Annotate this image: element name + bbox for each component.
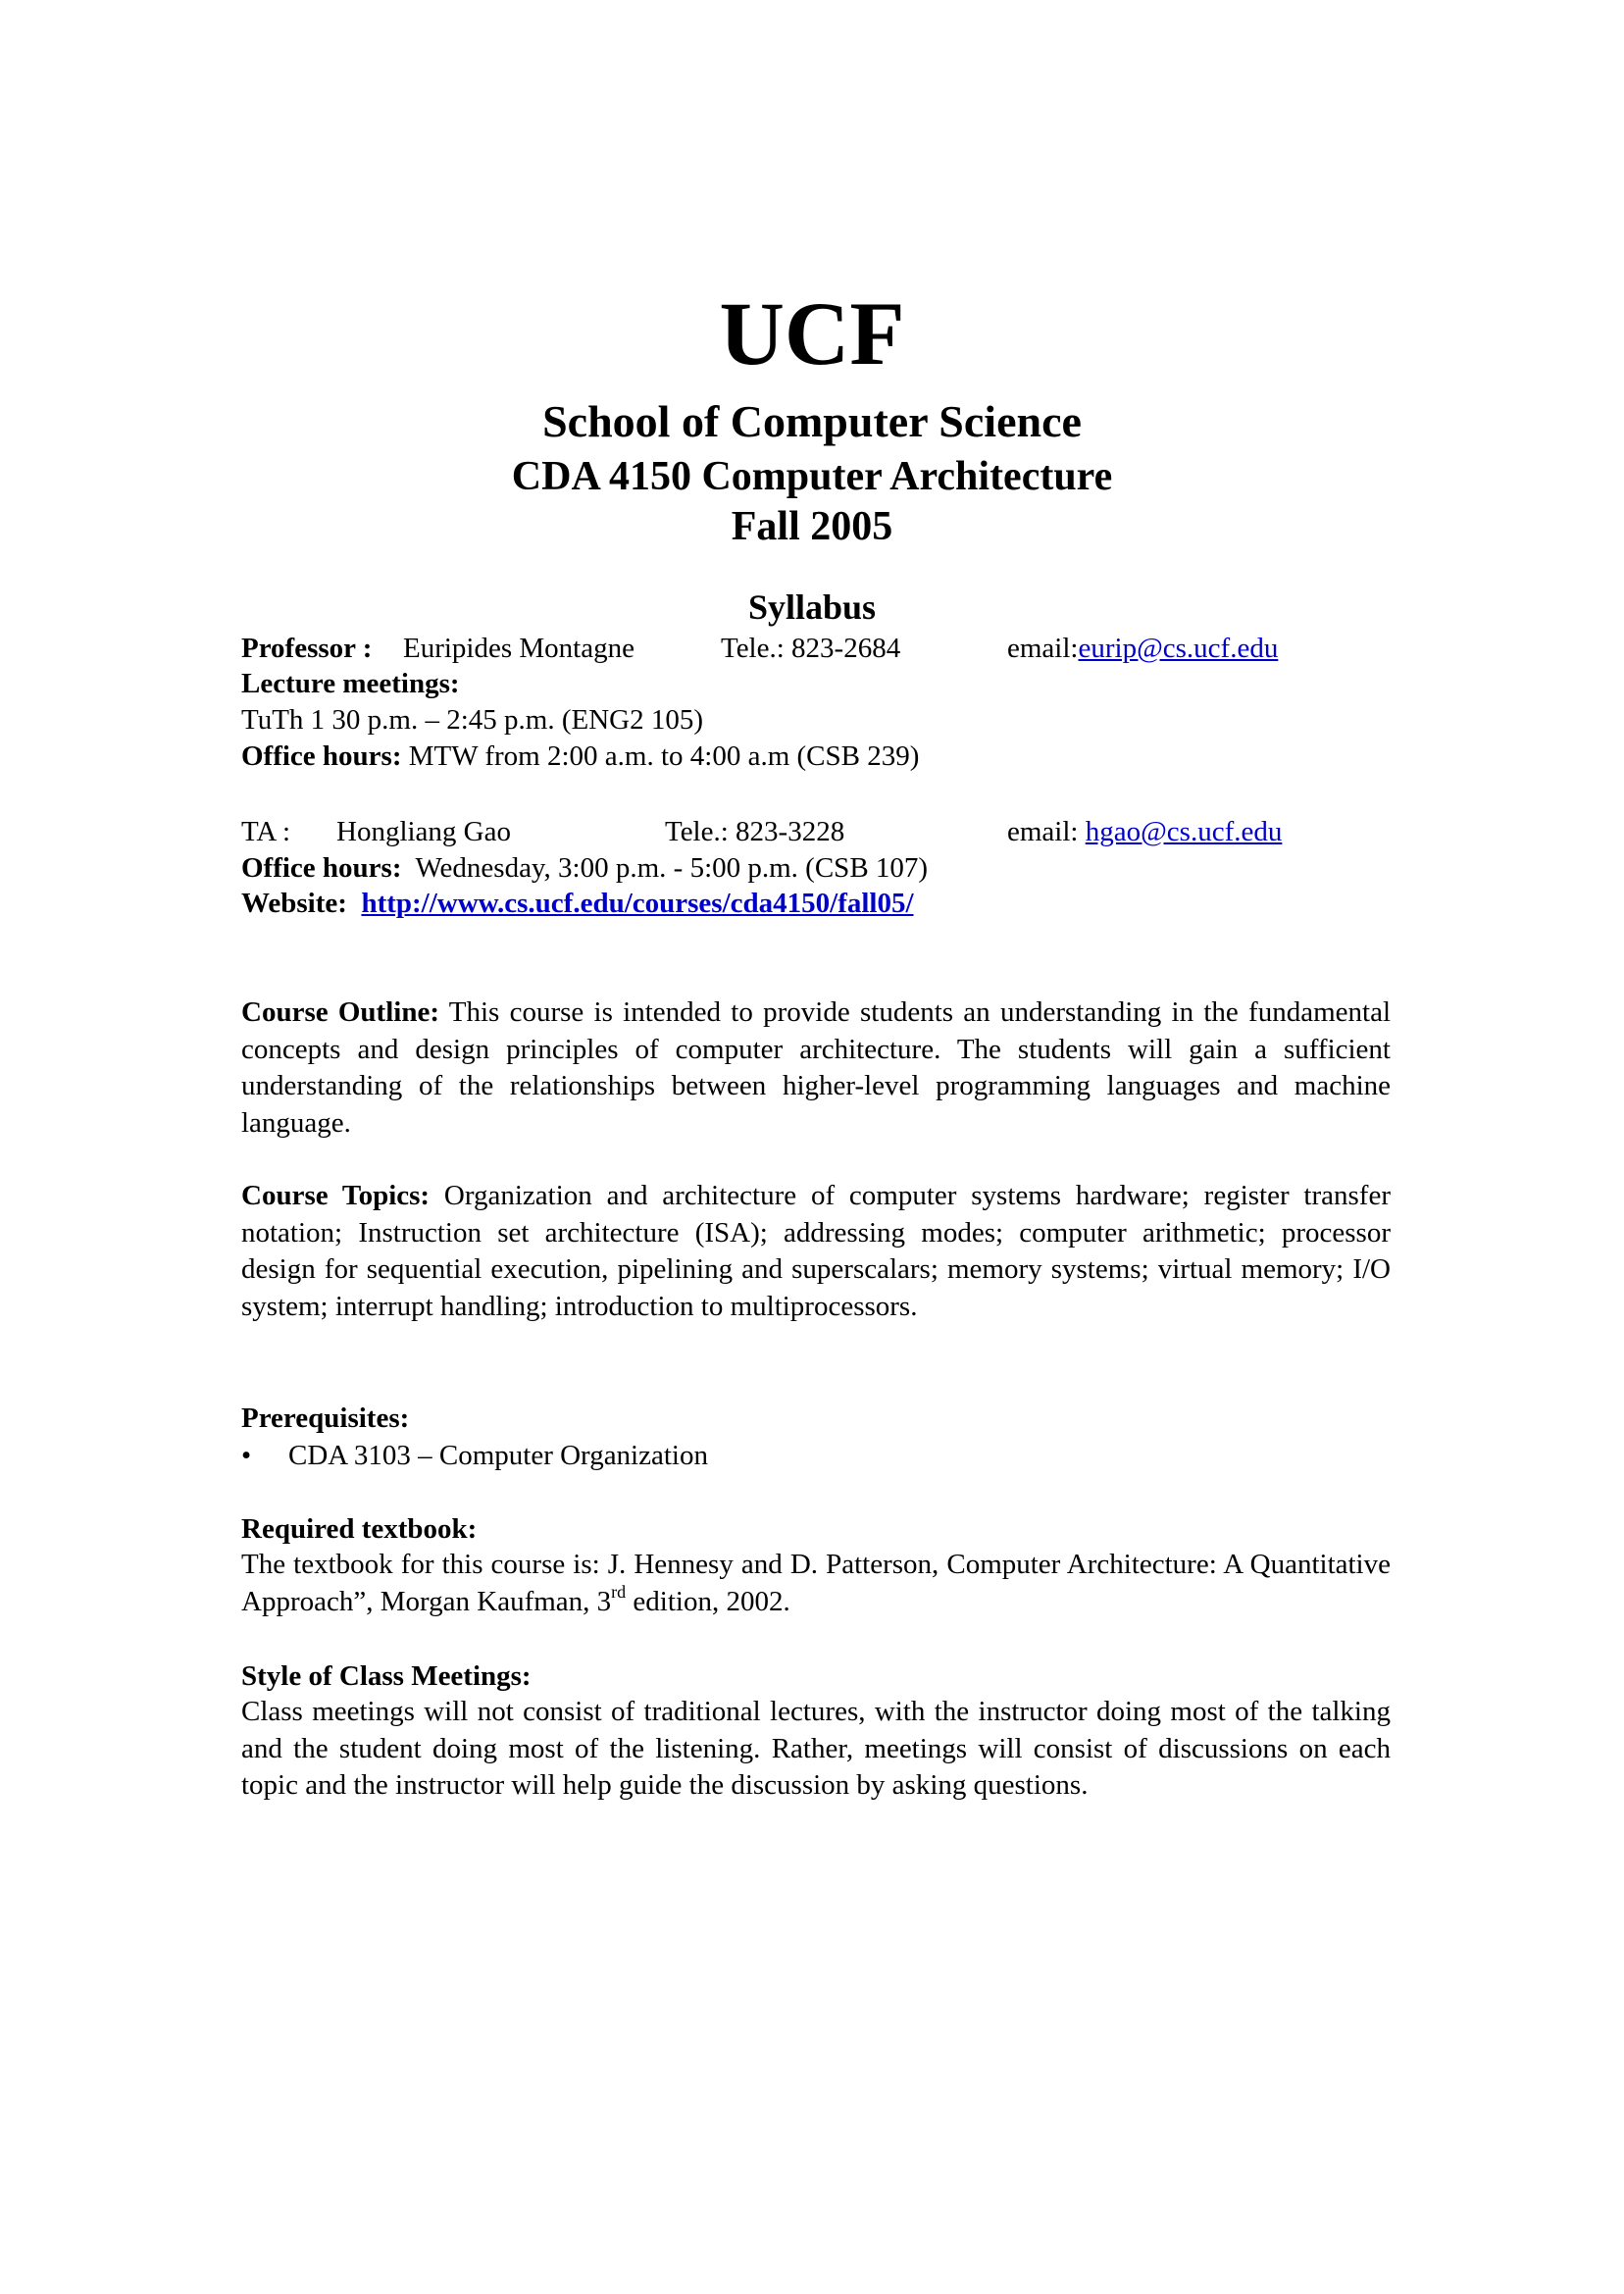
term-heading: Fall 2005 [731,504,893,549]
ta-name: Hongliang Gao [336,816,511,847]
style-label: Style of Class Meetings: [241,1660,532,1692]
website-row [241,885,914,922]
textbook-text-end: edition, 2002. [626,1585,790,1617]
prereq-item-text: CDA 3103 – Computer Organization [288,1440,708,1471]
page-title: UCF [719,283,905,383]
professor-email-link[interactable]: eurip@cs.ucf.edu [1078,633,1279,664]
ta-email-label: email: [1007,816,1079,847]
textbook-superscript: rd [611,1581,627,1602]
prof-office-label: Office hours: [241,740,402,772]
ta-email-link[interactable]: hgao@cs.ucf.edu [1085,816,1283,847]
ta-label: TA : [241,816,291,847]
prof-office-value: MTW from 2:00 a.m. to 4:00 a.m (CSB 239) [408,740,920,772]
course-outline-label: Course Outline: [241,996,439,1028]
school-heading: School of Computer Science [542,396,1082,446]
ta-office-row [241,849,928,887]
lecture-time: TuTh 1 30 p.m. – 2:45 p.m. (ENG2 105) [241,704,703,736]
prereq-label: Prerequisites: [241,1402,410,1434]
course-outline-text: This course is intended to provide students an understanding in the fundamental concepts and design principles of computer architecture. The students will gain a sufficient understanding of the relationships between higher-level programming languages and machine language. [241,996,1391,1139]
textbook-text-main: The textbook for this course is: J. Hennesy and D. Patterson, Computer Architecture: A Quantitative Approach”, Morgan Kaufman, 3 [241,1549,1391,1617]
professor-label: Professor : [241,633,373,664]
prereq-list-item [241,1437,708,1474]
website-link[interactable]: http://www.cs.ucf.edu/courses/cda4150/fall05/ [361,888,914,919]
ta-tele: Tele.: 823-3228 [665,816,845,847]
course-topics-label: Course Topics: [241,1180,431,1211]
course-outline [241,994,1391,1142]
professor-email-label: email: [1007,633,1079,664]
course-heading: CDA 4150 Computer Architecture [511,454,1113,499]
website-label: Website: [241,888,347,919]
lecture-label: Lecture meetings: [241,668,460,699]
ta-office-value: Wednesday, 3:00 p.m. - 5:00 p.m. (CSB 107) [415,852,929,884]
professor-name: Euripides Montagne [403,633,634,664]
textbook-label: Required textbook: [241,1513,478,1545]
course-topics [241,1178,1391,1325]
textbook-text [241,1547,1391,1620]
style-text: Class meetings will not consist of traditional lectures, with the instructor doing most of the talking and the student doing most of the listening. Rather, meetings will consist of discussions on each topic and the instructor will help guide the discussion by asking questions. [241,1696,1391,1801]
course-topics-text: Organization and architecture of computer systems hardware; register transfer notation; Instruction set architecture (ISA); addressing modes; computer arithmetic; processor design for sequential execution, pipelining and superscalars; memory systems; virtual memory; I/O system; interrupt handling; introduction to multiprocessors. [241,1180,1391,1322]
prof-office-row [241,738,919,775]
ta-office-label: Office hours: [241,852,402,884]
professor-tele: Tele.: 823-2684 [721,633,901,664]
ta-email-row [1007,813,1282,850]
syllabus-heading: Syllabus [747,587,877,627]
professor-email-row [1007,630,1278,667]
bullet-icon: • [241,1440,252,1471]
